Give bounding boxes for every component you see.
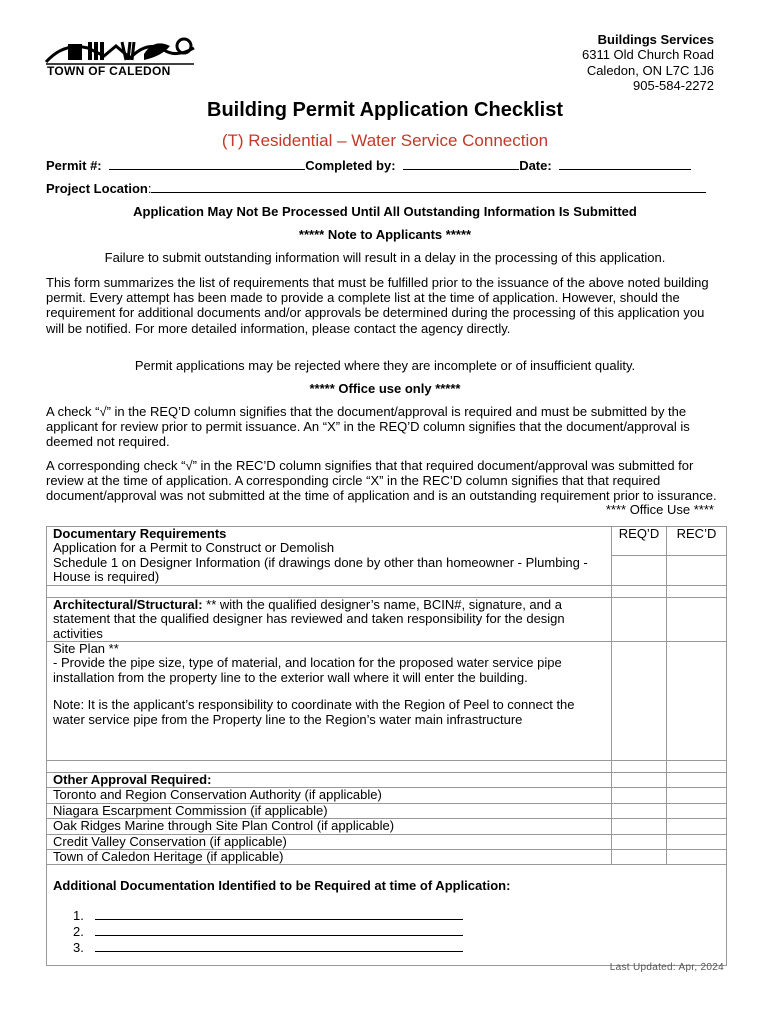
- table-row: [47, 819, 727, 834]
- office-use-heading: ***** Office use only *****: [309, 381, 461, 396]
- table-row: [47, 850, 727, 865]
- architectural-item: [47, 597, 612, 641]
- additional-line-1: 1.: [73, 907, 720, 923]
- rec-column-header: [667, 527, 727, 556]
- documentary-header: Documentary Requirements: [53, 526, 227, 541]
- rec-cell[interactable]: [667, 850, 727, 865]
- permit-label: Permit #:: [46, 158, 102, 173]
- last-updated: Last Updated: Apr, 2024: [609, 962, 724, 973]
- table-row: [47, 642, 727, 761]
- table-row: [47, 556, 727, 586]
- req-cell[interactable]: [612, 597, 667, 641]
- additional-field-1[interactable]: [95, 907, 463, 920]
- additional-line-3: 3.: [73, 939, 720, 955]
- check-req-paragraph: A check “√” in the REQ’D column signifies that the document/approval is required and must be submitted by the applicant for review prior to permit issuance. An “X” in the REQ’D column signifies that the document/approval is deemed not required.: [46, 404, 690, 450]
- table-row: [47, 834, 727, 849]
- page-subtitle: (T) Residential – Water Service Connection: [221, 131, 549, 150]
- req-cell[interactable]: [612, 788, 667, 803]
- office-use-tag: **** Office Use ****: [605, 502, 714, 517]
- req-header-label: REQ’D: [618, 526, 660, 541]
- date-field[interactable]: [559, 157, 691, 170]
- table-row: [47, 597, 727, 641]
- req-cell[interactable]: [612, 803, 667, 818]
- other-approval-item: Oak Ridges Marine through Site Plan Control (if applicable): [47, 819, 612, 834]
- permit-number-field[interactable]: [109, 157, 305, 170]
- failure-notice: Failure to submit outstanding information will result in a delay in the processing of this application.: [104, 250, 666, 265]
- table-row: [47, 527, 727, 556]
- documentary-cell: [47, 527, 612, 556]
- completed-by-field[interactable]: [403, 157, 519, 170]
- additional-line-2: 2.: [73, 923, 720, 939]
- address-block: [582, 32, 714, 93]
- department-name: Buildings Services: [597, 32, 714, 47]
- additional-field-3[interactable]: [95, 939, 463, 952]
- rec-header-label: REC’D: [676, 526, 717, 541]
- table-row: [47, 803, 727, 818]
- table-row: [47, 773, 727, 788]
- address-line-1: 6311 Old Church Road: [581, 47, 714, 63]
- req-cell[interactable]: [612, 556, 667, 586]
- project-location-row: Project Location:: [46, 180, 706, 196]
- architectural-label: Architectural/Structural:: [53, 596, 203, 612]
- project-location-label: Project Location: [46, 181, 148, 196]
- req-column-header: [612, 527, 667, 556]
- rejected-notice: Permit applications may be rejected where they are incomplete or of insufficient quality.: [134, 358, 636, 373]
- table-row: [47, 788, 727, 803]
- project-location-field[interactable]: [151, 180, 706, 193]
- other-approval-header: Other Approval Required:: [47, 773, 612, 788]
- other-approval-item: Credit Valley Conservation (if applicable): [47, 834, 612, 849]
- address-line-2: Caledon, ON L7C 1J6: [586, 62, 714, 78]
- rec-cell[interactable]: [667, 834, 727, 849]
- architectural-text: ** with the qualified designer’s name, BCIN#, signature, and a statement that the qualified designer has reviewed and taken responsibility for the design activities: [53, 596, 565, 641]
- completed-by-label: Completed by:: [305, 158, 396, 173]
- processing-notice: Application May Not Be Processed Until All Outstanding Information Is Submitted: [133, 204, 637, 219]
- other-approval-item: Toronto and Region Conservation Authority (if applicable): [47, 788, 612, 803]
- table-row: [47, 865, 727, 966]
- other-approval-item: Niagara Escarpment Commission (if applicable): [47, 803, 612, 818]
- page-title: Building Permit Application Checklist: [207, 99, 563, 121]
- date-label: Date:: [519, 158, 552, 173]
- req-cell[interactable]: [612, 834, 667, 849]
- permit-fields-row: [46, 157, 691, 173]
- site-plan-item: [47, 642, 612, 761]
- rec-cell[interactable]: [667, 803, 727, 818]
- additional-documentation-cell: [47, 865, 727, 966]
- rec-cell[interactable]: [667, 597, 727, 641]
- additional-documentation-header: Additional Documentation Identified to be Required at time of Application:: [53, 878, 511, 894]
- documentary-item: Application for a Permit to Construct or Demolish: [53, 540, 335, 556]
- check-rec-paragraph: A corresponding check “√” in the REC’D column signifies that that required document/approval was submitted for review at the time of application. A corresponding circle “X” in the REC’D column signifies that that required document/approval was not submitted at the time of application and is an outstanding requirement prior to issurance.: [46, 458, 717, 504]
- phone-number: 905-584-2272: [633, 77, 714, 93]
- other-approval-item: Town of Caledon Heritage (if applicable): [47, 850, 612, 865]
- rec-cell[interactable]: [667, 819, 727, 834]
- note-heading: ***** Note to Applicants *****: [298, 227, 472, 242]
- table-row: [47, 585, 727, 597]
- rec-cell[interactable]: [667, 788, 727, 803]
- rec-cell[interactable]: [667, 642, 727, 761]
- documentary-item: Schedule 1 on Designer Information (if drawings done by other than homeowner - Plumbing - House is required): [47, 556, 612, 586]
- additional-field-2[interactable]: [95, 923, 463, 936]
- site-plan-text: - Provide the pipe size, type of material, and location for the proposed water service pipe installation from the property line to the exterior wall where it will enter the building.: [53, 655, 562, 685]
- rec-cell[interactable]: [667, 556, 727, 586]
- req-cell[interactable]: [612, 819, 667, 834]
- req-cell[interactable]: [612, 642, 667, 761]
- req-cell[interactable]: [612, 850, 667, 865]
- site-plan-note: Note: It is the applicant’s responsibility to coordinate with the Region of Peel to connect the water service pipe from the Property line to the Region’s water main infrastructure: [53, 697, 575, 727]
- table-row: [47, 761, 727, 773]
- logo-text: TOWN OF CALEDON: [47, 64, 171, 78]
- summary-paragraph: This form summarizes the list of requirements that must be fulfilled prior to the issuance of the above noted building permit. Every attempt has been made to provide a complete list at the time of application. However, should the requirement for additional documents and/or approvals be determined during the processing of this application you will be notified. For more detailed information, please contact the agency directly.: [46, 275, 709, 336]
- site-plan-title: Site Plan **: [53, 641, 119, 657]
- requirements-table: [46, 526, 727, 966]
